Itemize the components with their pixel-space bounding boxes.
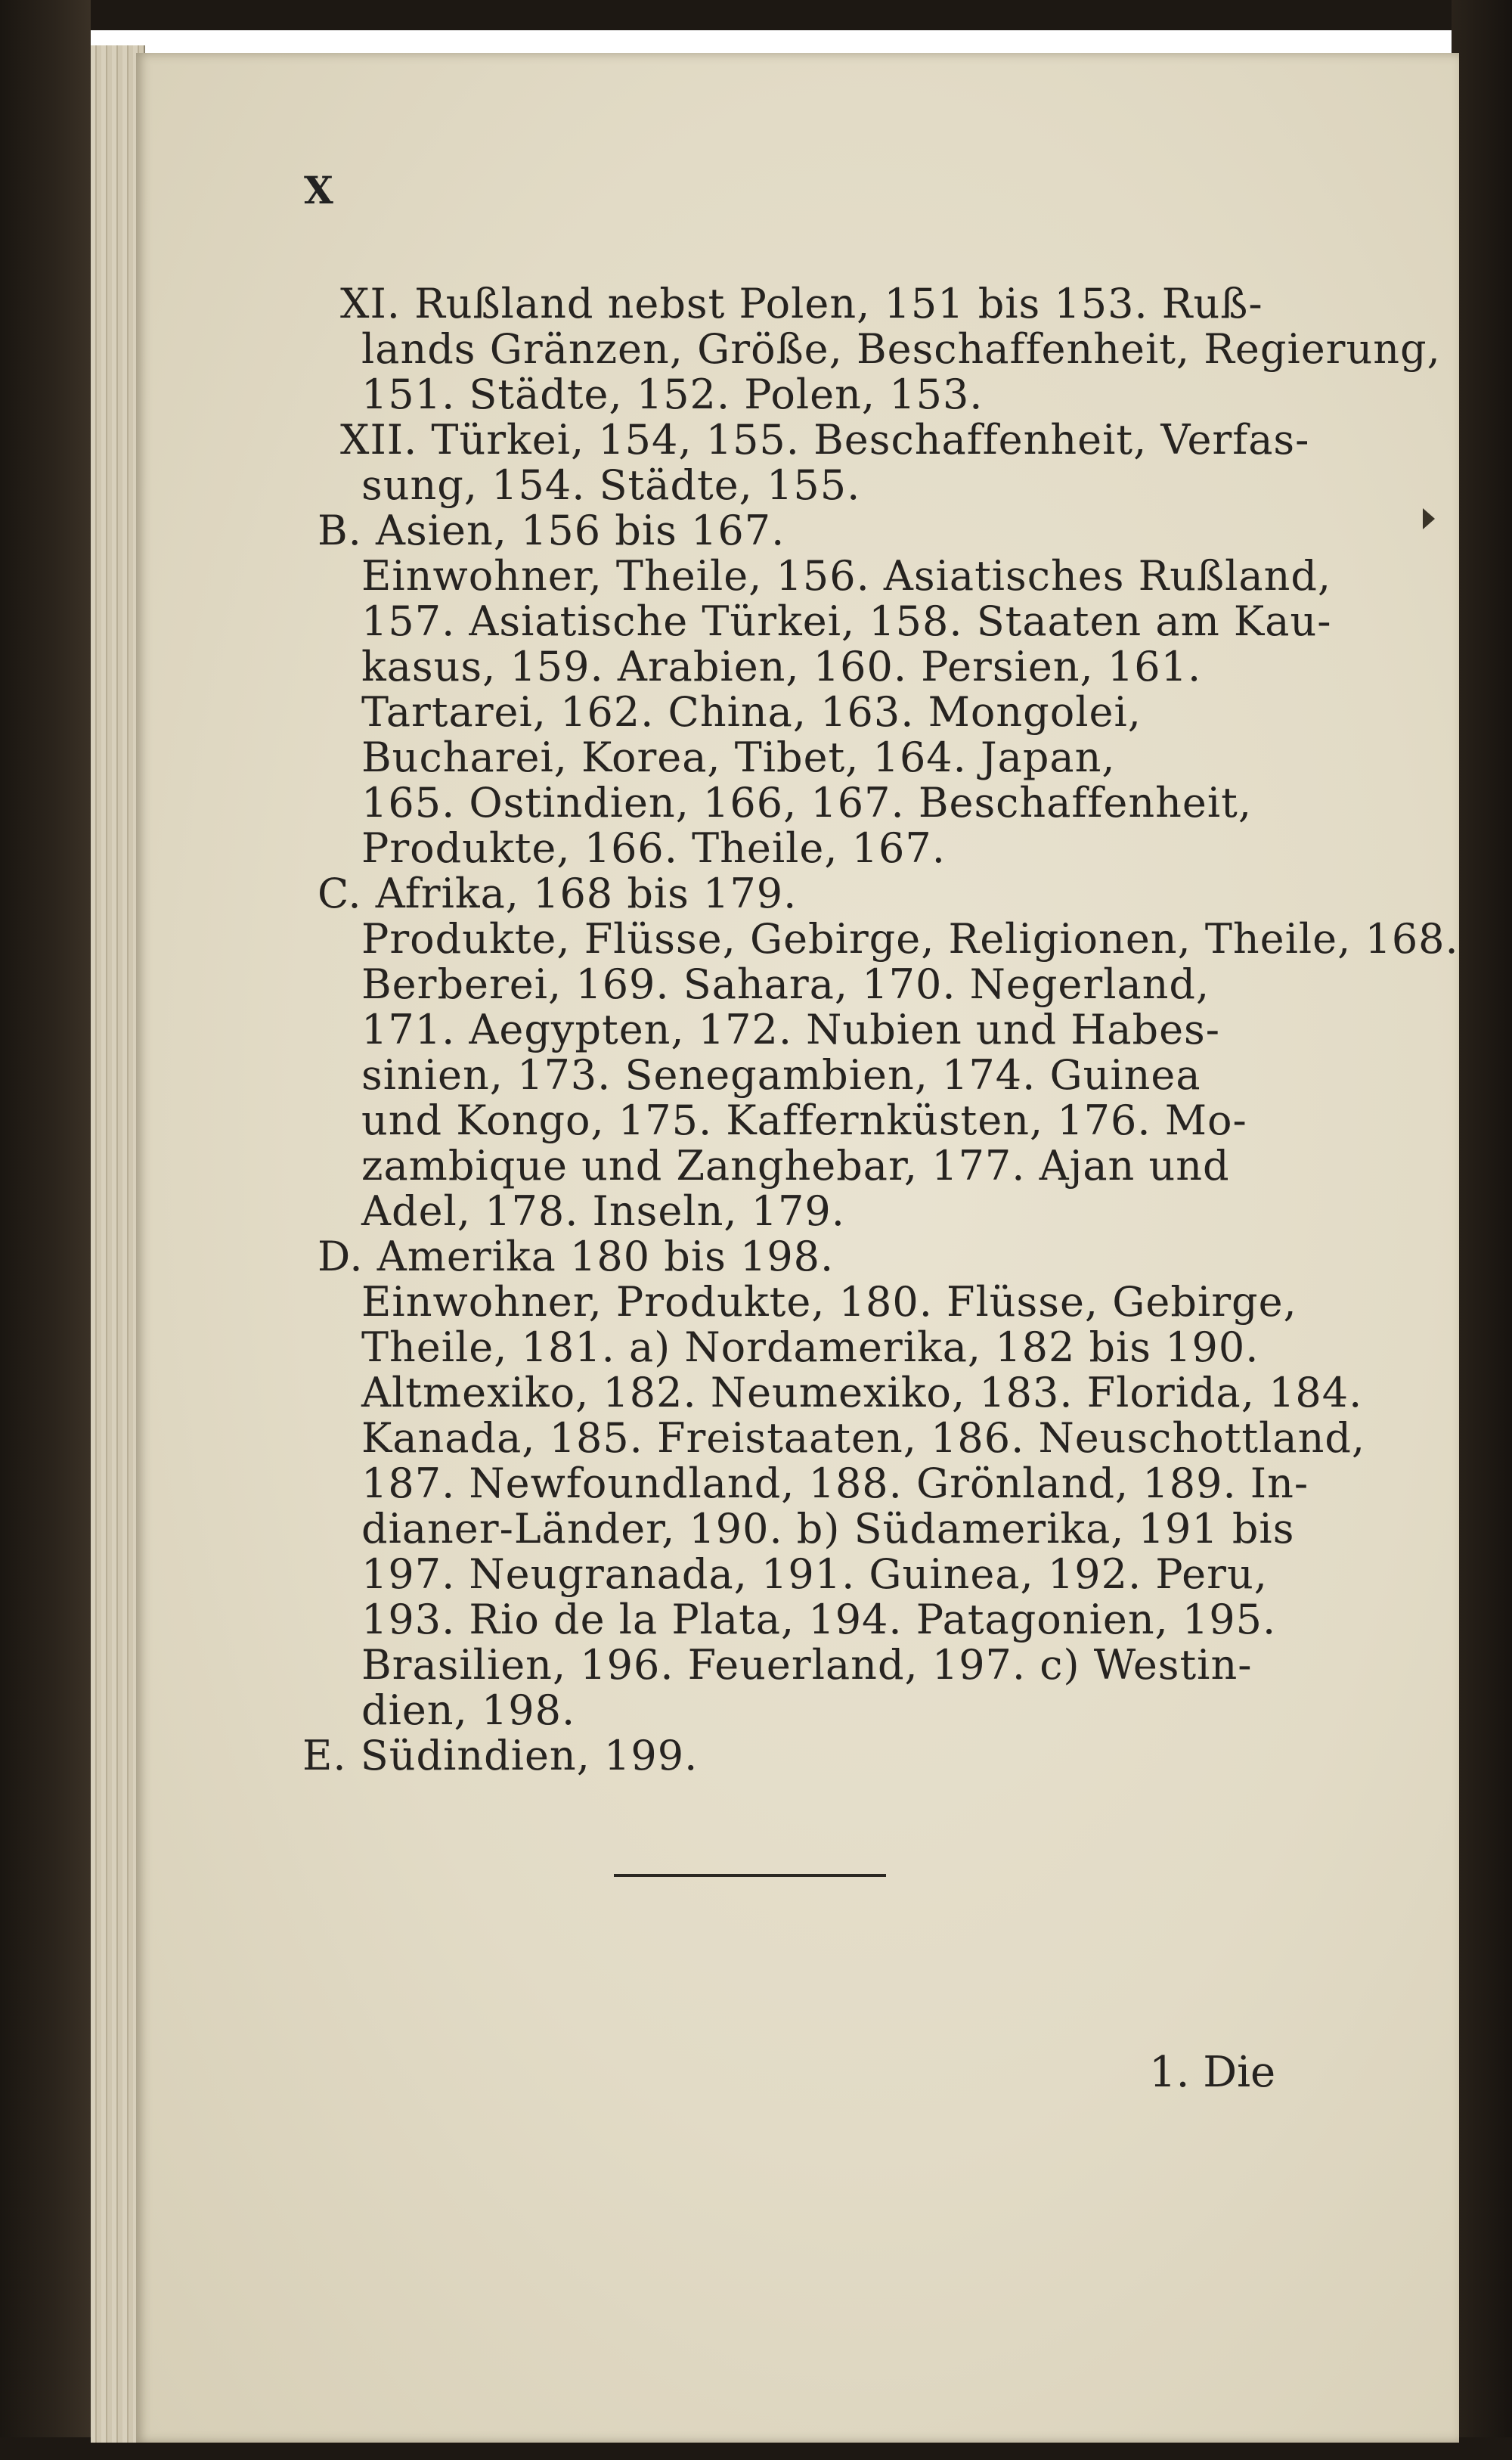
toc-line: Brasilien, 196. Feuerland, 197. c) Westin- — [361, 1641, 1253, 1689]
margin-arrow-icon — [1423, 508, 1435, 529]
scan-background-right — [1452, 0, 1512, 2460]
toc-line: Tartarei, 162. China, 163. Mongolei, — [361, 688, 1142, 736]
toc-line: 193. Rio de la Plata, 194. Patagonien, 195. — [361, 1596, 1277, 1643]
scan-background-left — [0, 0, 91, 2460]
scan-background-top — [0, 0, 1512, 30]
toc-line: Einwohner, Produkte, 180. Flüsse, Gebirge, — [361, 1278, 1297, 1326]
toc-line: Produkte, 166. Theile, 167. — [361, 824, 946, 872]
toc-line: Einwohner, Theile, 156. Asiatisches Rußland, — [361, 552, 1332, 600]
toc-line: 151. Städte, 152. Polen, 153. — [361, 371, 984, 418]
toc-line: sinien, 173. Senegambien, 174. Guinea — [361, 1051, 1201, 1099]
toc-line: Produkte, Flüsse, Gebirge, Religionen, Theile, 168. — [361, 915, 1459, 963]
toc-line: sung, 154. Städte, 155. — [361, 461, 861, 509]
catchword: 1. Die — [1149, 2048, 1276, 2097]
toc-line: dianer-Länder, 190. b) Südamerika, 191 bis — [361, 1505, 1295, 1553]
toc-line: zambique und Zanghebar, 177. Ajan und — [361, 1142, 1230, 1190]
toc-line: Theile, 181. a) Nordamerika, 182 bis 190. — [361, 1323, 1259, 1371]
toc-line: Berberei, 169. Sahara, 170. Negerland, — [361, 960, 1210, 1008]
toc-line: lands Gränzen, Größe, Beschaffenheit, Regierung, — [361, 325, 1441, 373]
toc-line: XI. Rußland nebst Polen, 151 bis 153. Ruß- — [340, 280, 1263, 327]
toc-line: 165. Ostindien, 166, 167. Beschaffenheit, — [361, 779, 1252, 827]
toc-line: Altmexiko, 182. Neumexiko, 183. Florida, 184. — [361, 1369, 1363, 1416]
page-number: X — [304, 168, 333, 212]
toc-line: D. Amerika 180 bis 198. — [318, 1233, 835, 1280]
toc-line: B. Asien, 156 bis 167. — [318, 507, 785, 554]
toc-line: Kanada, 185. Freistaaten, 186. Neuschottland, — [361, 1414, 1366, 1462]
toc-line: Bucharei, Korea, Tibet, 164. Japan, — [361, 734, 1116, 781]
toc-line: C. Afrika, 168 bis 179. — [318, 870, 798, 917]
toc-line: 157. Asiatische Türkei, 158. Staaten am Kau- — [361, 597, 1332, 645]
section-divider — [614, 1874, 886, 1877]
toc-line: 197. Neugranada, 191. Guinea, 192. Peru, — [361, 1550, 1268, 1598]
toc-line: Adel, 178. Inseln, 179. — [361, 1187, 845, 1235]
toc-line: dien, 198. — [361, 1686, 576, 1734]
toc-line: E. Südindien, 199. — [302, 1732, 699, 1779]
toc-line: XII. Türkei, 154, 155. Beschaffenheit, Verfas- — [340, 416, 1310, 464]
toc-line: 187. Newfoundland, 188. Grönland, 189. In- — [361, 1460, 1309, 1507]
toc-line: und Kongo, 175. Kaffernküsten, 176. Mo- — [361, 1097, 1247, 1144]
toc-line: kasus, 159. Arabien, 160. Persien, 161. — [361, 643, 1202, 690]
toc-line: 171. Aegypten, 172. Nubien und Habes- — [361, 1006, 1220, 1053]
